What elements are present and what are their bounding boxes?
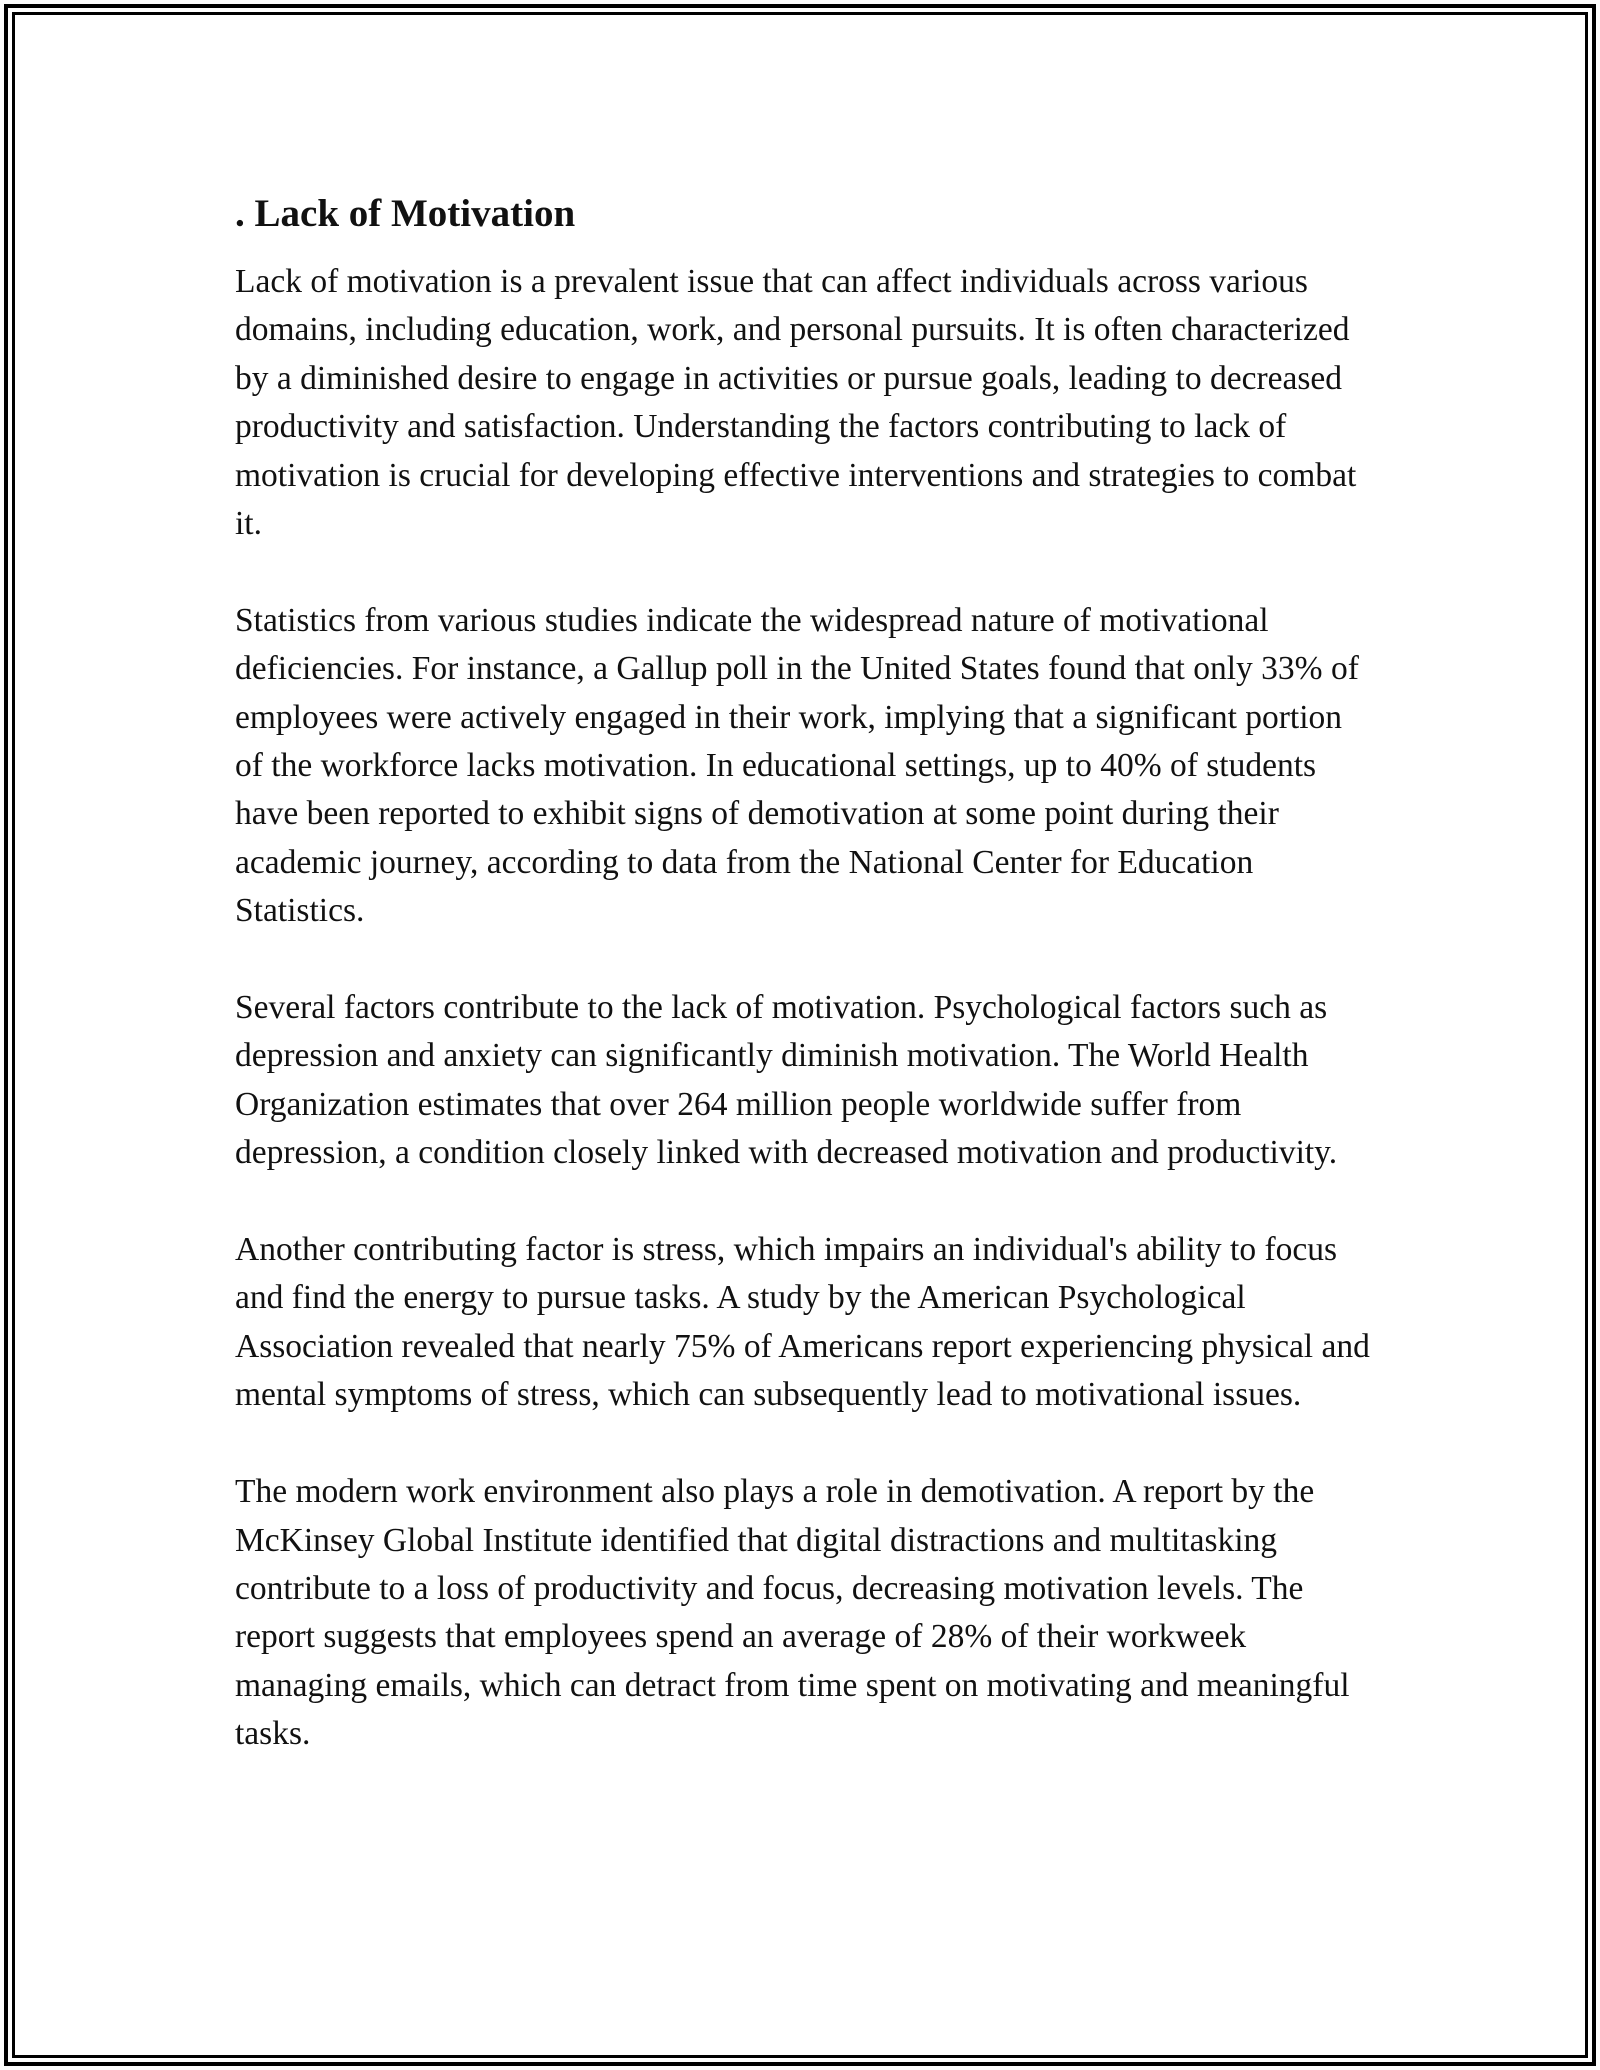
- paragraph-work-environment: The modern work environment also plays a role in demotivation. A report by the McKinsey Global Institute identified that digital distractions and multitasking contribute to a loss of productivity and focus, decreasing motivation levels. The report suggests that employees spend an average of 28% of their workweek managing emails, which can detract from time spent on motivating and meaningful tasks.: [235, 1473, 1350, 1753]
- paragraph-psychological-factors: Several factors contribute to the lack of motivation. Psychological factors such as depression and anxiety can significantly diminish motivation. The World Health Organization estimates that over 264 million people worldwide suffer from depression, a condition closely linked with decreased motivation and productivity.: [235, 989, 1338, 1172]
- section-heading: . Lack of Motivation: [235, 192, 576, 235]
- document-body: [235, 186, 1375, 1807]
- paragraph-statistics: Statistics from various studies indicate the widespread nature of motivational deficiencies. For instance, a Gallup poll in the United States found that only 33% of employees were actively engaged in their work, implying that a significant portion of the workforce lacks motivation. In educational settings, up to 40% of students have been reported to exhibit signs of demotivation at some point during their academic journey, according to data from the National Center for Education Statistics.: [235, 601, 1359, 930]
- paragraph-intro: Lack of motivation is a prevalent issue that can affect individuals across various domains, including education, work, and personal pursuits. It is often characterized by a diminished desire to engage in activities or pursue goals, leading to decreased productivity and satisfaction. Understanding the factors contributing to lack of motivation is crucial for developing effective interventions and strategies to combat it.: [235, 263, 1357, 543]
- paragraph-stress: Another contributing factor is stress, which impairs an individual's ability to focus and find the energy to pursue tasks. A study by the American Psychological Association revealed that nearly 75% of Americans report experiencing physical and mental symptoms of stress, which can subsequently lead to motivational issues.: [235, 1231, 1370, 1414]
